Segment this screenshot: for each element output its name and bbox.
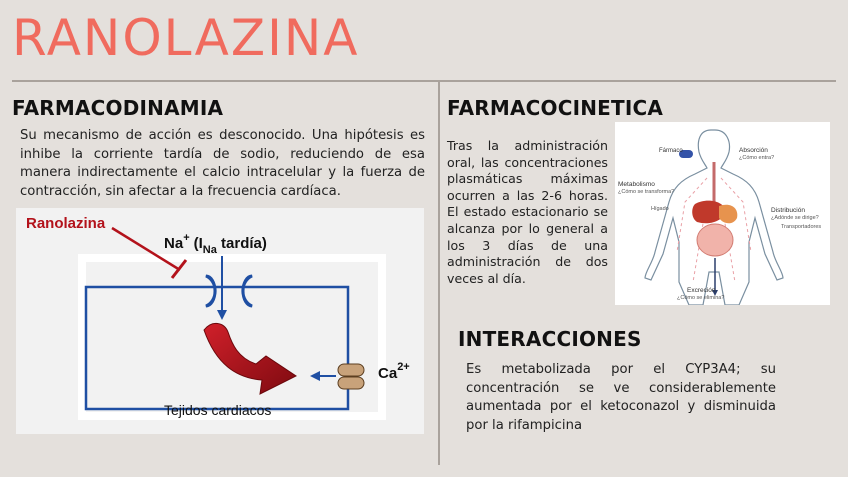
inhibition-bar [172, 260, 186, 278]
distribucion-question: ¿Adónde se dirige? [771, 215, 819, 221]
outer-box [82, 258, 382, 416]
page-title: RANOLAZINA [12, 9, 360, 67]
farmacocinetica-text: Tras la administración oral, las concentraciones plasmáticas máximas ocurren a las 2-6 horas. El estado estacionario se alcanza por lo general a los 3 días de una administración de dos veces al día. [447, 138, 608, 286]
mechanism-diagram [16, 208, 424, 434]
ca-arrowhead [310, 371, 320, 381]
vertical-divider [438, 82, 440, 465]
excrecion-question: ¿Cómo se elimina? [677, 295, 725, 301]
na-channel-left [206, 276, 215, 306]
ranolazina-label: Ranolazina [26, 215, 106, 232]
interacciones-heading: INTERACCIONES [458, 327, 642, 351]
excrecion-label: Excreción [687, 287, 716, 294]
transportadores-label: Transportadores [781, 224, 822, 230]
calcium-effect-arrow [204, 323, 296, 394]
ca-channel-bottom [338, 377, 364, 389]
farmacocinetica-heading: FARMACOCINETICA [447, 96, 664, 120]
absorcion-question: ¿Cómo entra? [739, 155, 775, 161]
intestines [697, 224, 733, 256]
horizontal-divider [12, 80, 836, 82]
mechanism-diagram-svg [16, 208, 424, 434]
distribucion-label: Distribución [771, 207, 805, 214]
na-arrowhead [217, 310, 227, 320]
metabolismo-question: ¿Cómo se transforma? [618, 189, 675, 195]
na-channel-right [243, 276, 252, 306]
ca-channel-top [338, 364, 364, 376]
farmacodinamia-heading: FARMACODINAMIA [12, 96, 224, 120]
farmacodinamia-text: Su mecanismo de acción es desconocido. Una hipótesis es inhibe la corriente tardía de sodio, reduciendo de esa manera indirectamente el calcio intracelular y la fuerza de contracción, sin afectar a la frecuencia cardíaca. [20, 128, 425, 199]
higado-label: Hígado [651, 206, 669, 212]
farmaco-label: Fármaco [659, 148, 683, 154]
metabolismo-label: Metabolismo [618, 181, 655, 188]
na-label: Na+ ($I_{Na}$ tardía) [164, 232, 267, 256]
pharmacokinetics-figure [615, 122, 830, 305]
tissue-label: Tejidos cardiacos [164, 402, 272, 418]
ca-label: $Ca^{2+}$ [378, 361, 410, 382]
interacciones-text: Es metabolizada por el CYP3A4; su concentración se ve considerablemente aumentada por el ketoconazol y disminuida por la rifampicina [466, 362, 776, 433]
absorcion-label: Absorción [739, 147, 768, 154]
body-svg [615, 122, 830, 305]
